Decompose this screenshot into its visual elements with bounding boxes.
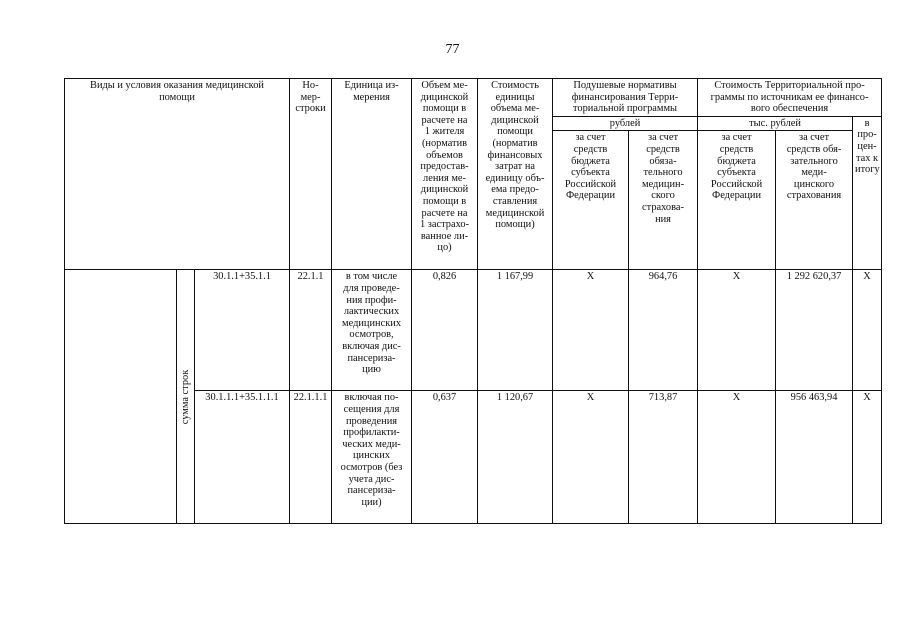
header-percent-text: про- цен- тах к итогу	[855, 129, 880, 176]
side-label: сумма строк	[179, 369, 191, 425]
header-pc-budget: за счет средств бюджета субъекта Российской Федерации	[553, 131, 629, 270]
header-cost-per-unit: Стоимость единицы объема ме- дицинской помощи (норматив финансовых затрат на единицу объ- ема предо- ставления медицинской помощи)	[478, 79, 553, 270]
header-unit: Единица из- мерения	[332, 79, 412, 270]
row-percent: X	[853, 391, 882, 524]
row-unit: включая по- сещения для проведения профилакти- ческих меди- цинских осмотров (без учета дис- пансериза- ции)	[332, 391, 412, 524]
norms-table	[64, 78, 882, 524]
row-cost-unit: 1 167,99	[478, 270, 553, 391]
row-pc-oms: 713,87	[629, 391, 698, 524]
row-cost-oms: 956 463,94	[776, 391, 853, 524]
row-pc-budget: X	[553, 391, 629, 524]
header-cost-unit: тыс. рублей	[698, 116, 853, 131]
table-row	[65, 270, 882, 391]
row-formula: 30.1.1+35.1.1	[195, 270, 290, 391]
row-percent: X	[853, 270, 882, 391]
blank-cell	[65, 270, 177, 524]
row-pc-oms: 964,76	[629, 270, 698, 391]
header-pc-oms: за счет средств обяза- тельного медицин- ского страхова- ния	[629, 131, 698, 270]
row-unit: в том числе для проведе- ния профи- лактических медицинских осмотров, включая дис- пансериза- цию	[332, 270, 412, 391]
header-percent-top: в	[864, 117, 870, 129]
row-number: 22.1.1	[290, 270, 332, 391]
row-volume: 0,826	[412, 270, 478, 391]
header-row-number: Но- мер- строки	[290, 79, 332, 270]
row-cost-unit: 1 120,67	[478, 391, 553, 524]
header-program-cost: Стоимость Территориальной про- граммы по источникам ее финансо- вого обеспечения	[698, 79, 882, 117]
header-volume: Объем ме- дицинской помощи в расчете на 1 жителя (норматив объемов предостав- ления ме- дицинской помощи в расчете на 1 застрахо- ванное ли- цо)	[412, 79, 478, 270]
row-number: 22.1.1.1	[290, 391, 332, 524]
row-cost-budget: X	[698, 391, 776, 524]
header-cost-budget: за счет средств бюджета субъекта Российской Федерации	[698, 131, 776, 270]
header-percent	[853, 116, 882, 270]
row-cost-oms: 1 292 620,37	[776, 270, 853, 391]
row-cost-budget: X	[698, 270, 776, 391]
header-cost-oms: за счет средств обя- зательного меди- цинского страхования	[776, 131, 853, 270]
row-volume: 0,637	[412, 391, 478, 524]
row-pc-budget: X	[553, 270, 629, 391]
header-types-of-care: Виды и условия оказания медицинской помощи	[65, 79, 290, 270]
side-label-cell	[177, 270, 195, 524]
header-row-1	[65, 79, 882, 117]
header-per-capita: Подушевые нормативы финансирования Терри- ториальной программы	[553, 79, 698, 117]
header-per-capita-unit: рублей	[553, 116, 698, 131]
row-formula: 30.1.1.1+35.1.1.1	[195, 391, 290, 524]
page-number: 77	[445, 42, 460, 57]
